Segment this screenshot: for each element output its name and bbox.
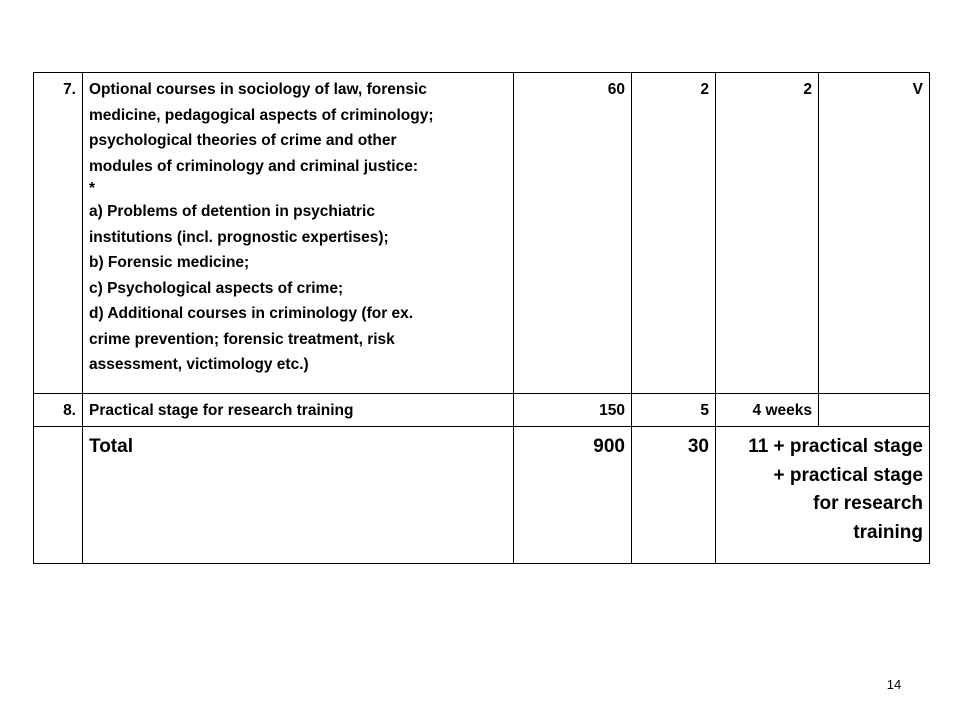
row-number: 8. xyxy=(34,394,83,427)
course-description xyxy=(83,73,514,394)
description-line: psychological theories of crime and other xyxy=(89,132,397,149)
description-line: d) Additional courses in criminology (for ex. xyxy=(89,305,414,322)
total-credits: 30 xyxy=(632,427,716,564)
description-line: * xyxy=(89,180,96,197)
weeks-cell: 2 xyxy=(716,73,819,394)
page-number: 14 xyxy=(886,677,902,692)
table-row xyxy=(34,394,930,427)
description-line: modules of criminology and criminal justice: xyxy=(89,157,419,175)
total-label: Total xyxy=(83,427,514,564)
total-duration-line: + practical stage xyxy=(773,464,923,486)
total-duration-line: 11 + practical stage xyxy=(748,436,923,457)
total-hours: 900 xyxy=(514,427,632,564)
description-line: Optional courses in sociology of law, forensic xyxy=(89,81,427,98)
row-number: 7. xyxy=(34,73,83,394)
weeks-cell: 4 weeks xyxy=(716,394,819,427)
total-duration xyxy=(716,427,930,564)
semester-cell: V xyxy=(819,73,930,394)
description-line: institutions (incl. prognostic expertises); xyxy=(89,228,389,246)
empty-cell xyxy=(34,427,83,564)
description-line: medicine, pedagogical aspects of criminology; xyxy=(89,106,434,124)
credits-cell: 2 xyxy=(632,73,716,394)
semester-cell xyxy=(819,394,930,427)
credits-cell: 5 xyxy=(632,394,716,427)
description-line: crime prevention; forensic treatment, risk xyxy=(89,330,395,348)
table-row xyxy=(34,73,930,394)
total-duration-line: for research xyxy=(813,493,923,514)
description-line: b) Forensic medicine; xyxy=(89,254,250,271)
total-duration-line: training xyxy=(853,521,923,543)
description-line: assessment, victimology etc.) xyxy=(89,356,309,373)
hours-cell: 150 xyxy=(514,394,632,427)
description-line: a) Problems of detention in psychiatric xyxy=(89,203,375,220)
curriculum-table xyxy=(33,72,930,564)
course-description: Practical stage for research training xyxy=(83,394,514,427)
total-row xyxy=(34,427,930,564)
description-line: c) Psychological aspects of crime; xyxy=(89,279,344,297)
hours-cell: 60 xyxy=(514,73,632,394)
